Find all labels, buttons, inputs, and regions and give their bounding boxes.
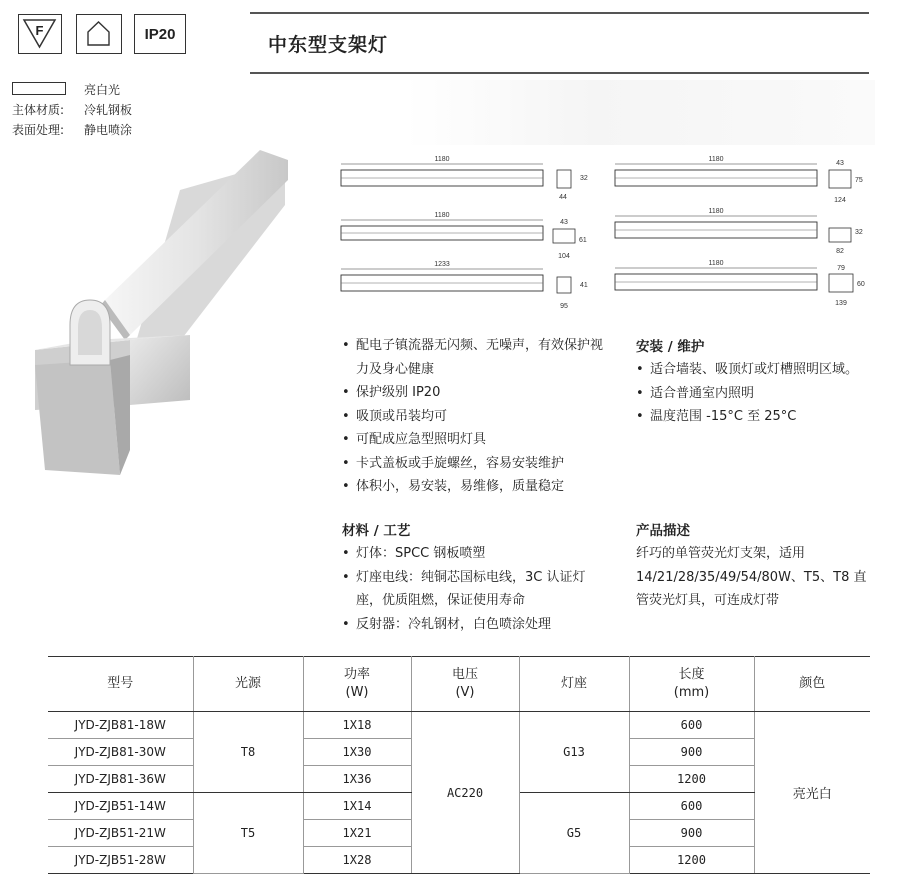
feature-item: • 配电子镇流器无闪频、无噪声，有效保护视力及身心健康: [342, 334, 608, 381]
materials-item: • 灯体：SPCC 钢板喷塑: [342, 542, 608, 566]
header-model: 型号: [48, 657, 193, 712]
materials-item: • 反射器：冷轧钢材，白色喷涂处理: [342, 613, 608, 637]
svg-text:32: 32: [580, 175, 588, 182]
materials-column: [342, 520, 608, 636]
svg-text:104: 104: [558, 253, 570, 260]
material-value: 冷轧钢板: [84, 103, 133, 117]
description-column: [636, 520, 876, 613]
light-color-swatch: [12, 82, 66, 95]
f-mark-icon: [19, 15, 60, 52]
indoor-use-badge: [76, 14, 122, 54]
feature-item: • 体积小，易安装，易维修，质量稳定: [342, 475, 608, 499]
header-base: 灯座: [519, 657, 629, 712]
title-rule-bottom: [250, 72, 869, 74]
features-column: [342, 334, 608, 499]
background-shade: [405, 80, 875, 145]
install-heading: 安装 / 维护: [636, 339, 705, 355]
drawing-4: [615, 156, 863, 204]
description-text: 纤巧的单管荧光灯支架，适用 14/21/28/35/49/54/80W、T5、T8 直管荧光灯具，可连成灯带: [636, 546, 867, 608]
svg-text:75: 75: [855, 177, 863, 184]
fixture-illustration: [30, 150, 290, 475]
cell-length: 900: [629, 820, 754, 847]
svg-text:79: 79: [837, 265, 845, 272]
svg-text:1180: 1180: [434, 212, 450, 219]
cell-base: G5: [519, 793, 629, 874]
cell-power: 1X21: [303, 820, 411, 847]
description-heading: 产品描述: [636, 523, 690, 539]
drawing-5: [615, 208, 863, 255]
feature-item: • 可配成应急型照明灯具: [342, 428, 608, 452]
cell-length: 600: [629, 793, 754, 820]
svg-text:1180: 1180: [434, 156, 450, 163]
install-column: [636, 336, 886, 429]
cell-power: 1X30: [303, 739, 411, 766]
materials-heading: 材料 / 工艺: [342, 523, 411, 539]
cell-power: 1X18: [303, 712, 411, 739]
cell-base: G13: [519, 712, 629, 793]
svg-text:124: 124: [834, 197, 846, 204]
ip-rating-badge: IP20: [134, 14, 186, 54]
dimension-drawings: [335, 150, 885, 315]
cell-power: 1X28: [303, 847, 411, 874]
svg-text:1180: 1180: [708, 208, 724, 215]
svg-text:43: 43: [560, 219, 568, 226]
cell-source: T5: [193, 793, 303, 874]
material-label: 主体材质:: [12, 103, 65, 117]
drawing-2: [341, 212, 587, 260]
finish-label: 表面处理:: [12, 123, 65, 137]
svg-text:139: 139: [835, 300, 847, 307]
cell-length: 900: [629, 739, 754, 766]
drawing-6: [615, 260, 865, 307]
feature-item: • 保护级别 IP20: [342, 381, 608, 405]
install-item: • 适合普通室内照明: [636, 382, 886, 406]
materials-item: • 灯座电线：纯铜芯国标电线，3C 认证灯座，优质阻燃，保证使用寿命: [342, 566, 608, 613]
drawing-3: [341, 261, 588, 310]
cell-model: JYD-ZJB81-36W: [48, 766, 193, 793]
svg-text:61: 61: [579, 237, 587, 244]
table-row: [48, 712, 870, 739]
svg-text:F: F: [35, 23, 44, 38]
svg-text:43: 43: [836, 160, 844, 167]
svg-text:95: 95: [560, 303, 568, 310]
cell-length: 1200: [629, 766, 754, 793]
svg-text:60: 60: [857, 281, 865, 288]
svg-text:44: 44: [559, 194, 567, 201]
svg-text:1233: 1233: [434, 261, 450, 268]
cell-model: JYD-ZJB81-30W: [48, 739, 193, 766]
cell-length: 1200: [629, 847, 754, 874]
finish-value: 静电喷涂: [84, 123, 133, 137]
svg-text:1180: 1180: [708, 156, 724, 163]
cell-length: 600: [629, 712, 754, 739]
table-header-row: [48, 657, 870, 712]
feature-item: • 卡式盖板或手旋螺丝，容易安装维护: [342, 452, 608, 476]
cell-power: 1X14: [303, 793, 411, 820]
cell-model: JYD-ZJB81-18W: [48, 712, 193, 739]
svg-text:1180: 1180: [708, 260, 724, 267]
cell-model: JYD-ZJB51-14W: [48, 793, 193, 820]
header-source: 光源: [193, 657, 303, 712]
light-color: 亮白光: [84, 83, 121, 97]
drawing-1: [341, 156, 588, 201]
cell-model: JYD-ZJB51-28W: [48, 847, 193, 874]
svg-text:82: 82: [836, 248, 844, 255]
install-item: • 适合墙装、吸顶灯或灯槽照明区域。: [636, 358, 886, 382]
header-length: 长度 (mm): [629, 657, 754, 712]
svg-text:41: 41: [580, 282, 588, 289]
header-power: 功率 (W): [303, 657, 411, 712]
cell-voltage: AC220: [411, 712, 519, 874]
cell-power: 1X36: [303, 766, 411, 793]
house-icon: [77, 15, 120, 52]
title-rule-top: [250, 12, 869, 14]
cell-color: 亮光白: [754, 712, 870, 874]
page-title: 中东型支架灯: [268, 34, 389, 56]
cell-source: T8: [193, 712, 303, 793]
f-mark-badge: [18, 14, 62, 54]
cell-model: JYD-ZJB51-21W: [48, 820, 193, 847]
feature-item: • 吸顶或吊装均可: [342, 405, 608, 429]
header-voltage: 电压 (V): [411, 657, 519, 712]
header-color: 颜色: [754, 657, 870, 712]
spec-table: [48, 656, 870, 874]
install-item: • 温度范围 -15°C 至 25°C: [636, 405, 886, 429]
svg-text:32: 32: [855, 229, 863, 236]
